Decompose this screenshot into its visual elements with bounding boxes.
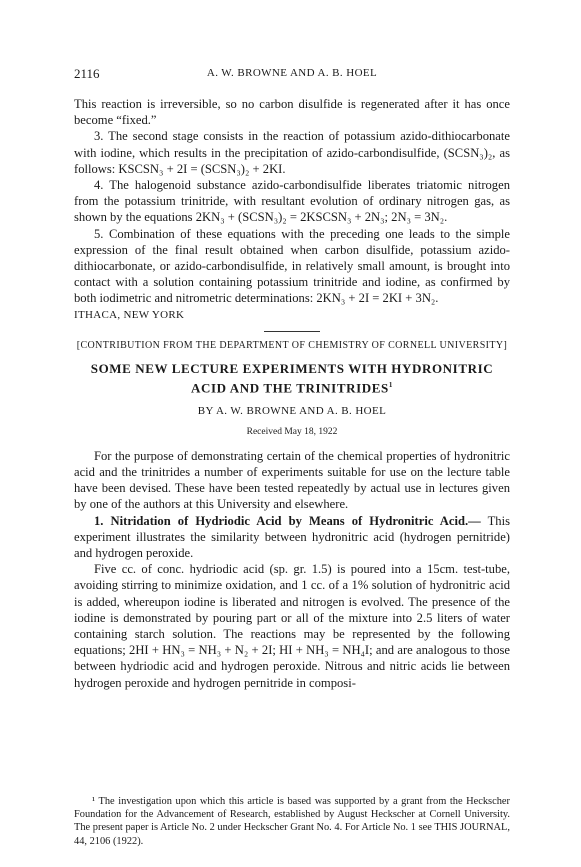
section-text: This experiment illustrates the similarity between hydronitric acid (hydrogen pernitride) and hydrogen peroxide. — [74, 513, 510, 560]
section-1 — [74, 513, 510, 562]
section-heading: 1. Nitridation of Hydriodic Acid by Means of Hydronitric Acid.— — [94, 513, 481, 528]
title-line-2: ACID AND THE TRINITRIDES — [191, 380, 389, 396]
page-header — [74, 66, 510, 84]
list-item: 3. The second stage consists in the reaction of potassium azido-dithiocarbonate with iodine, which results in the precipitation of azido-carbondisulfide, (SCSN₃)₂, as follows: KSCSN₃ + 2I = (SCSN₃)₂ + 2KI. — [74, 129, 510, 176]
running-head: A. W. BROWNE AND A. B. HOEL — [206, 67, 378, 79]
list-item: 5. Combination of these equations with the preceding one leads to the simple expression of the final result obtained when carbon disulfide, potassium azido-dithiocarbonate, or azido-carbondisulfide, in relatively small amount, is brought into contact with a solution containing potassium trinitride and iodine, as confirmed by both iodimetric and nitrometric determinations: 2KN₃ + 2I = 2KI + 3N₂. — [74, 226, 510, 306]
section-divider — [264, 331, 320, 332]
page-number: 2116 — [74, 66, 100, 81]
title-line-1: SOME NEW LECTURE EXPERIMENTS WITH HYDRONITRIC — [90, 361, 494, 377]
intro-text: For the purpose of demonstrating certain of the chemical properties of hydronitric acid and the trinitrides a number of experiments suitable for use on the lecture table have been devised. These have been tested repeatedly by actual use in lectures given by one of the authors at this University and elsewhere. — [74, 448, 510, 512]
author-byline: BY A. W. BROWNE AND A. B. HOEL — [197, 405, 387, 418]
contribution-line: [CONTRIBUTION FROM THE DEPARTMENT OF CHEMISTRY OF CORNELL UNIVERSITY] — [76, 339, 508, 351]
intro-paragraph: This reaction is irreversible, so no carbon disulfide is regenerated after it has once become “fixed.” — [74, 97, 510, 128]
page-body — [74, 96, 510, 691]
location-signature: ITHACA, NEW YORK — [74, 308, 185, 321]
footnote — [74, 795, 510, 848]
article-title — [74, 360, 510, 396]
received-date: Received May 18, 1922 — [246, 426, 338, 437]
experiment-procedure: Five cc. of conc. hydriodic acid (sp. gr. 1.5) is poured into a 15cm. test-tube, avoiding stirring to minimize oxidation, and 1 cc. of a 1% solution of hydronitric acid is added, whereupon iodine is liberated and nitrogen is evolved. The presence of the iodine is demonstrated by pouring part or all of the mixture into 2.5 liters of water containing starch solution. The reactions may be represented by the following equations; 2HI + HN₃ = NH₃ + N₂ + 2I; HI + NH₃ = NH₄I; and are analogous to those between hydriodic acid and hydrogen peroxide. Nitrous and nitric acids lie between hydrogen peroxide and hydrogen pernitride in composi- — [74, 562, 510, 690]
footnote-text: ¹ The investigation upon which this article is based was supported by a grant from the Heckscher Foundation for the Advancement of Research, established by August Heckscher at Cornell University. The present paper is Article No. 2 under Heckscher Grant No. 4. For Article No. 1 see THIS JOURNAL, 44, 2106 (1922). — [74, 796, 510, 847]
list-item: 4. The halogenoid substance azido-carbondisulfide liberates triatomic nitrogen from the potassium trinitride, with resultant evolution of ordinary nitrogen gas, as shown by the equations 2KN₃ + (SCSN₃)₂ = 2KSCSN₃ + 2N₃; 2N₃ = 3N₂. — [74, 178, 510, 225]
title-footnote-marker: 1 — [388, 381, 393, 390]
